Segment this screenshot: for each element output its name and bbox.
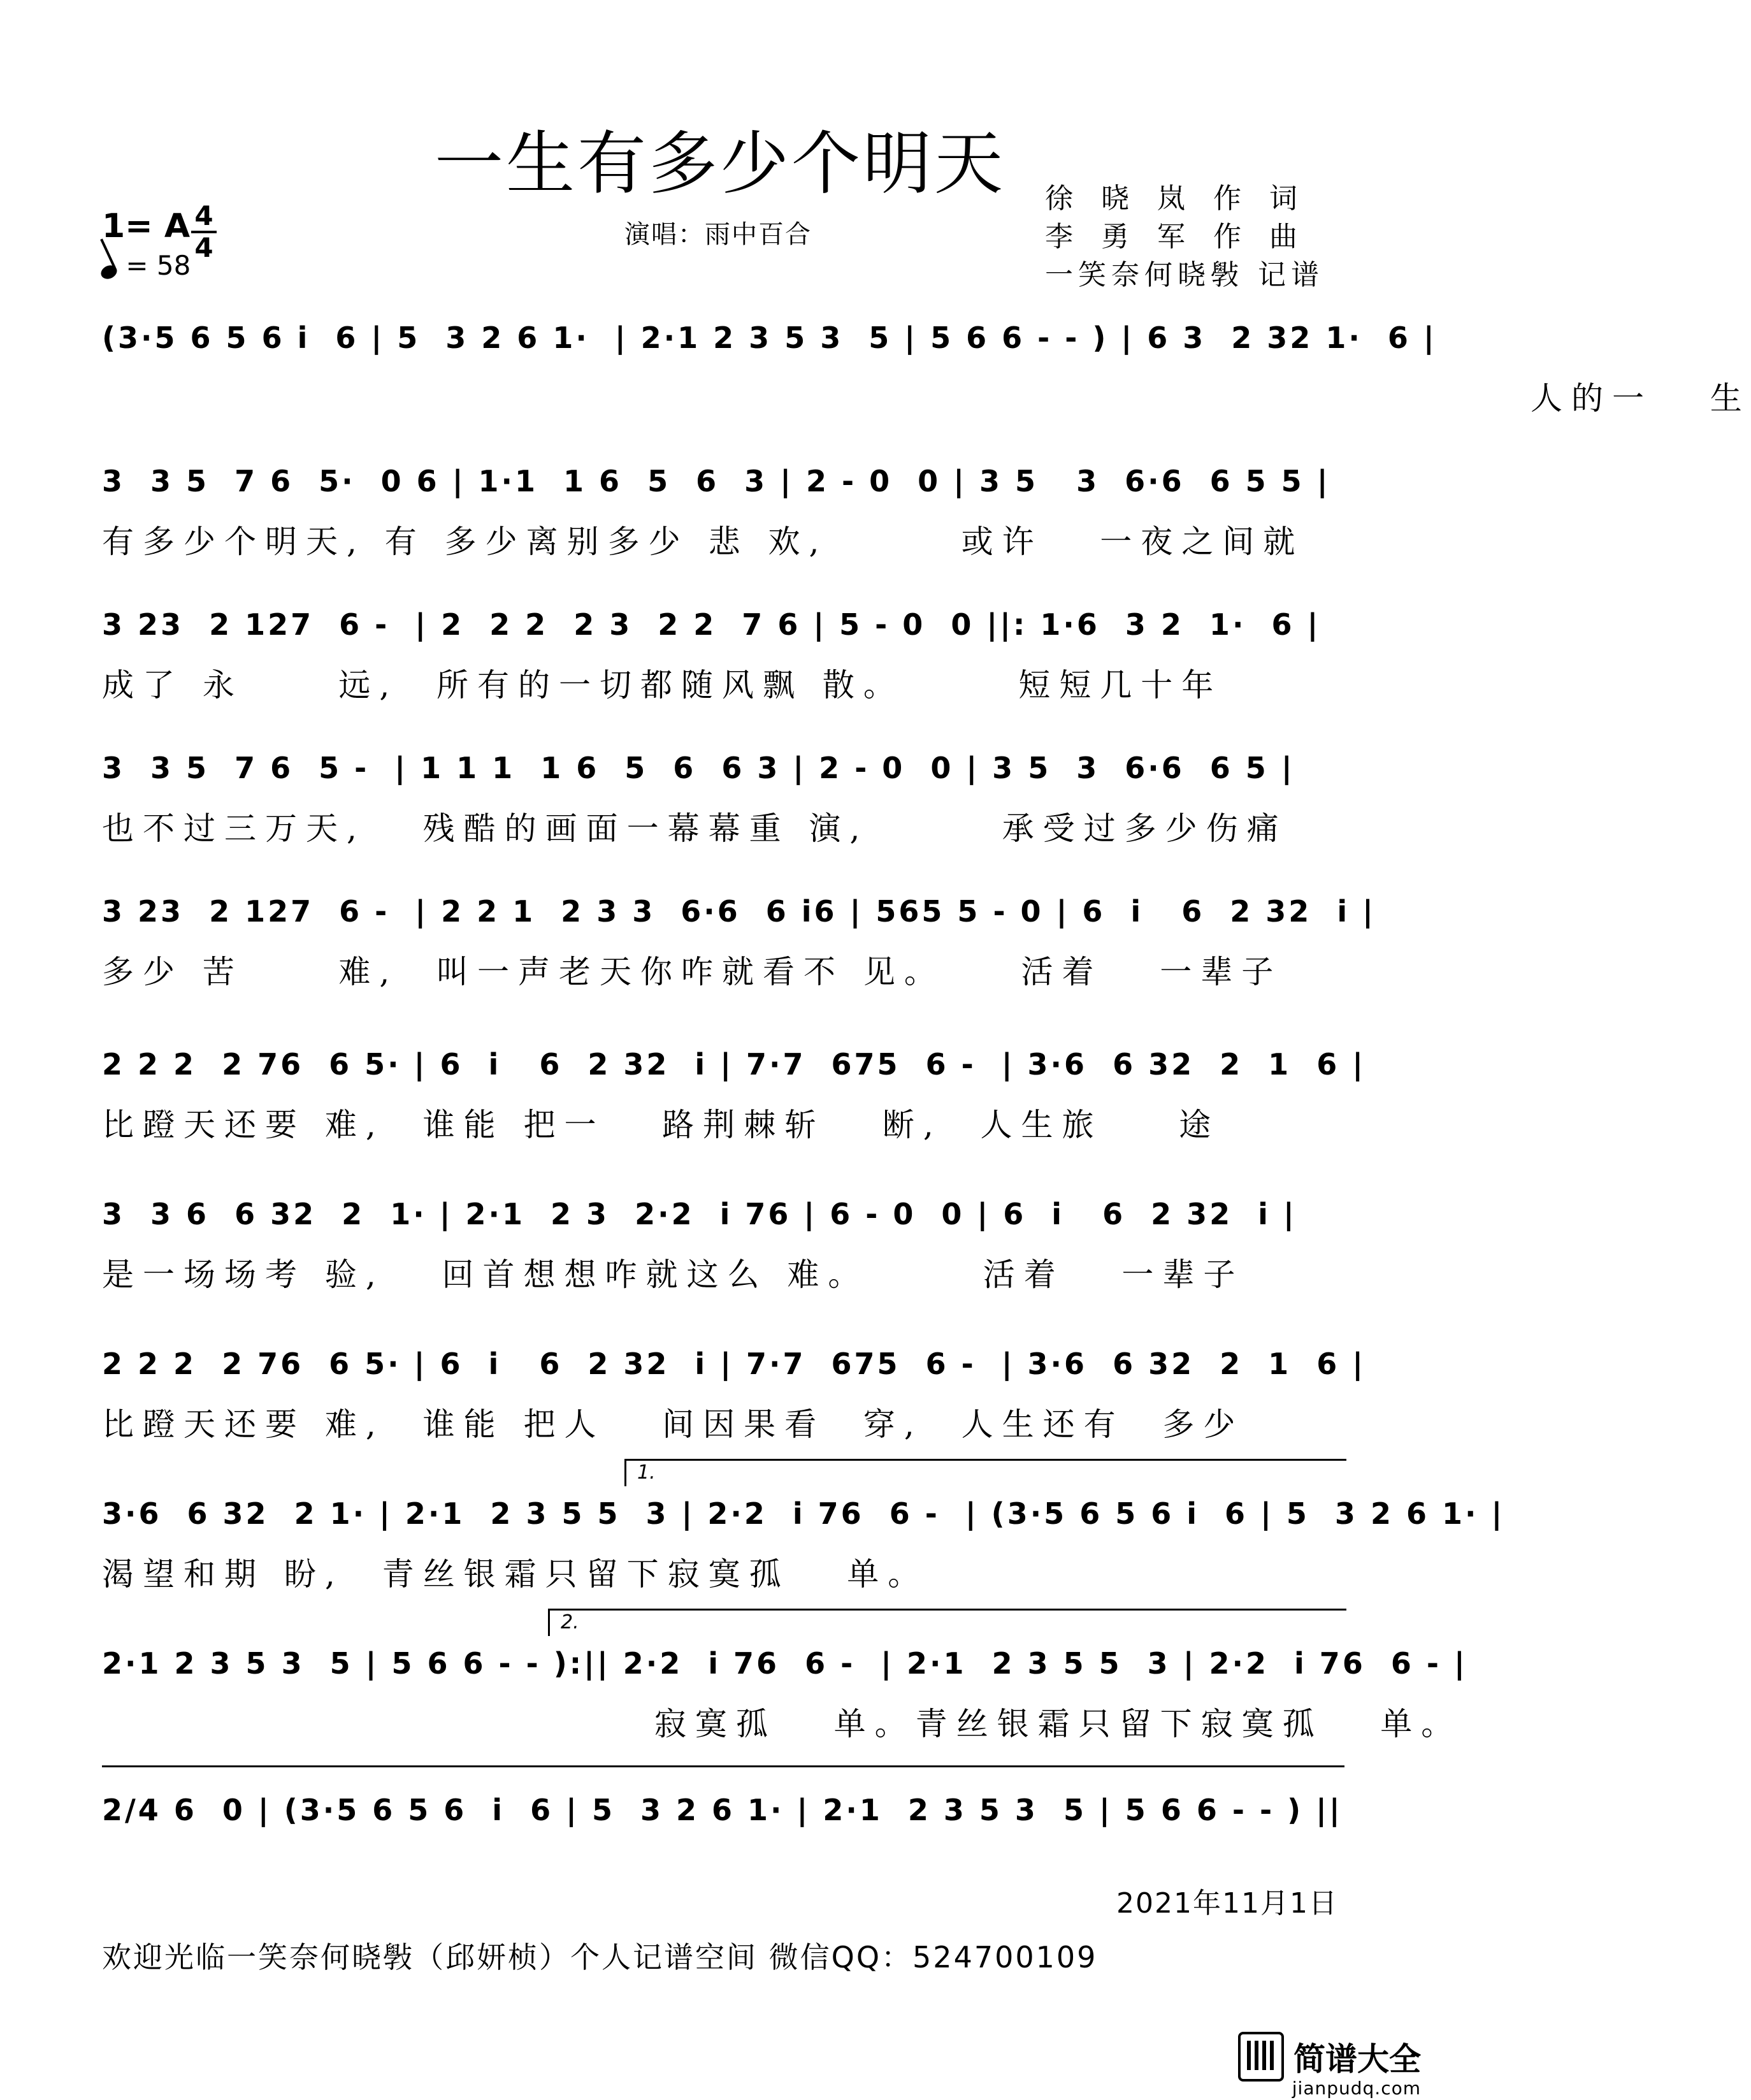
score-row [102,1032,1366,1179]
watermark-name: 简谱大全 [1293,2041,1421,2078]
first-ending-label: 1. [637,1461,656,1484]
notation-line: 3·6 6 32 2 1· | 2·1 2 3 5 5 3 | 2·2 i 76 6 - | (3·5 6 5 6 i 6 | 5 3 2 6 1· | [102,1496,1505,1531]
transcriber-credit: 一笑奈何晓斅 记谱 [1045,259,1324,291]
page-title: 一生有多少个明天 [434,124,1005,204]
time-signature-top: 4 [194,200,213,231]
time-signature [191,200,217,263]
score-row [102,880,1376,1026]
site-watermark [1238,2032,1421,2099]
notation-line: 3 3 6 6 32 2 1· | 2·1 2 3 2·2 i 76 | 6 - 0 0 | 6 i 6 2 32 i | [102,1197,1297,1231]
score-row [102,1332,1366,1479]
singer-credit: 演唱：雨中百合 [624,220,812,249]
notation-line: 2 2 2 2 76 6 5· | 6 i 6 2 32 i | 7·7 675 6 - | 3·6 6 32 2 1 6 | [102,1347,1366,1381]
score-row [102,593,1344,739]
second-ending-label: 2. [561,1611,579,1633]
tempo-marking [101,250,191,281]
lyrics-line: 渴望和期 盼, 青丝银霜只留下寂寞孤 单。 [102,1556,929,1593]
notation-line: 3 23 2 127 6 - | 2 2 1 2 3 3 6·6 6 i6 | 565 5 - 0 | 6 i 6 2 32 i | [102,894,1376,929]
score-row [102,449,1344,596]
score-row [102,1611,1467,1778]
footer-note: 欢迎光临一笑奈何晓斅（邱妍桢）个人记谱空间 微信QQ：524700109 [102,1940,1098,1974]
score-row [102,736,1344,883]
transcription-date: 2021年11月1日 [1116,1887,1338,1920]
lyrics-line: 也不过三万天, 残酷的画面一幕幕重 演, 承受过多少伤痛 [102,810,1288,847]
key-signature: 1= A [102,207,191,245]
composer-credit: 李勇军作曲 [1045,221,1325,253]
lyrics-line: 成了 永 远, 所有的一切都随风飘 散。 短短几十年 [102,667,1223,704]
notation-line: 3 3 5 7 6 5· 0 6 | 1·1 1 6 5 6 3 | 2 - 0 0 | 3 5 3 6·6 6 5 5 | [102,464,1330,498]
time-signature-bottom: 4 [194,232,213,263]
lyrics-line: 多少 苦 难, 叫一声老天你咋就看不 见。 活着 一辈子 [102,953,1283,990]
lyrics-line: 是一场场考 验, 回首想想咋就这么 难。 活着 一辈子 [102,1256,1244,1293]
notation-line: 2/4 6 0 | (3·5 6 5 6 i 6 | 5 3 2 6 1· | 2·1 2 3 5 3 5 | 5 6 6 - - ) || [102,1793,1343,1827]
lyrics-line: 比蹬天还要 难, 谁能 把人 间因果看 穿, 人生还有 多少 [102,1406,1244,1443]
quarter-note-icon [99,263,119,281]
notation-line: (3·5 6 5 6 i 6 | 5 3 2 6 1· | 2·1 2 3 5 3 5 | 5 6 6 - - ) | 6 3 2 32 1· 6 | [102,321,1437,355]
notation-line: 2·1 2 3 5 3 5 | 5 6 6 - - ):|| 2·2 i 76 6 - | 2·1 2 3 5 5 3 | 2·2 i 76 6 - | [102,1646,1467,1681]
score-row [102,1182,1344,1329]
lyrics-line: 人的一 生 [102,380,1751,417]
lyrics-line: 寂寞孤 单。青丝银霜只留下寂寞孤 单。 [102,1705,1462,1742]
lyricist-credit: 徐晓岚作词 [1045,182,1325,215]
notation-line: 3 23 2 127 6 - | 2 2 2 2 3 2 2 7 6 | 5 - 0 0 ||: 1·6 3 2 1· 6 | [102,607,1321,642]
notation-line: 2 2 2 2 76 6 5· | 6 i 6 2 32 i | 7·7 675 6 - | 3·6 6 32 2 1 6 | [102,1047,1366,1082]
watermark-url: jianpudq.com [1292,2078,1421,2099]
jianpu-logo-icon [1238,2032,1284,2082]
lyrics-line: 有多少个明天, 有 多少离别多少 悲 欢, 或许 一夜之间就 [102,523,1304,560]
tempo-value: = 58 [126,250,191,281]
score-row [102,306,1751,453]
notation-line: 3 3 5 7 6 5 - | 1 1 1 1 6 5 6 6 3 | 2 - 0 0 | 3 5 3 6·6 6 5 | [102,751,1295,785]
lyrics-line: 比蹬天还要 难, 谁能 把一 路荆棘斩 断, 人生旅 途 [102,1106,1220,1143]
score-row [102,1461,1505,1628]
